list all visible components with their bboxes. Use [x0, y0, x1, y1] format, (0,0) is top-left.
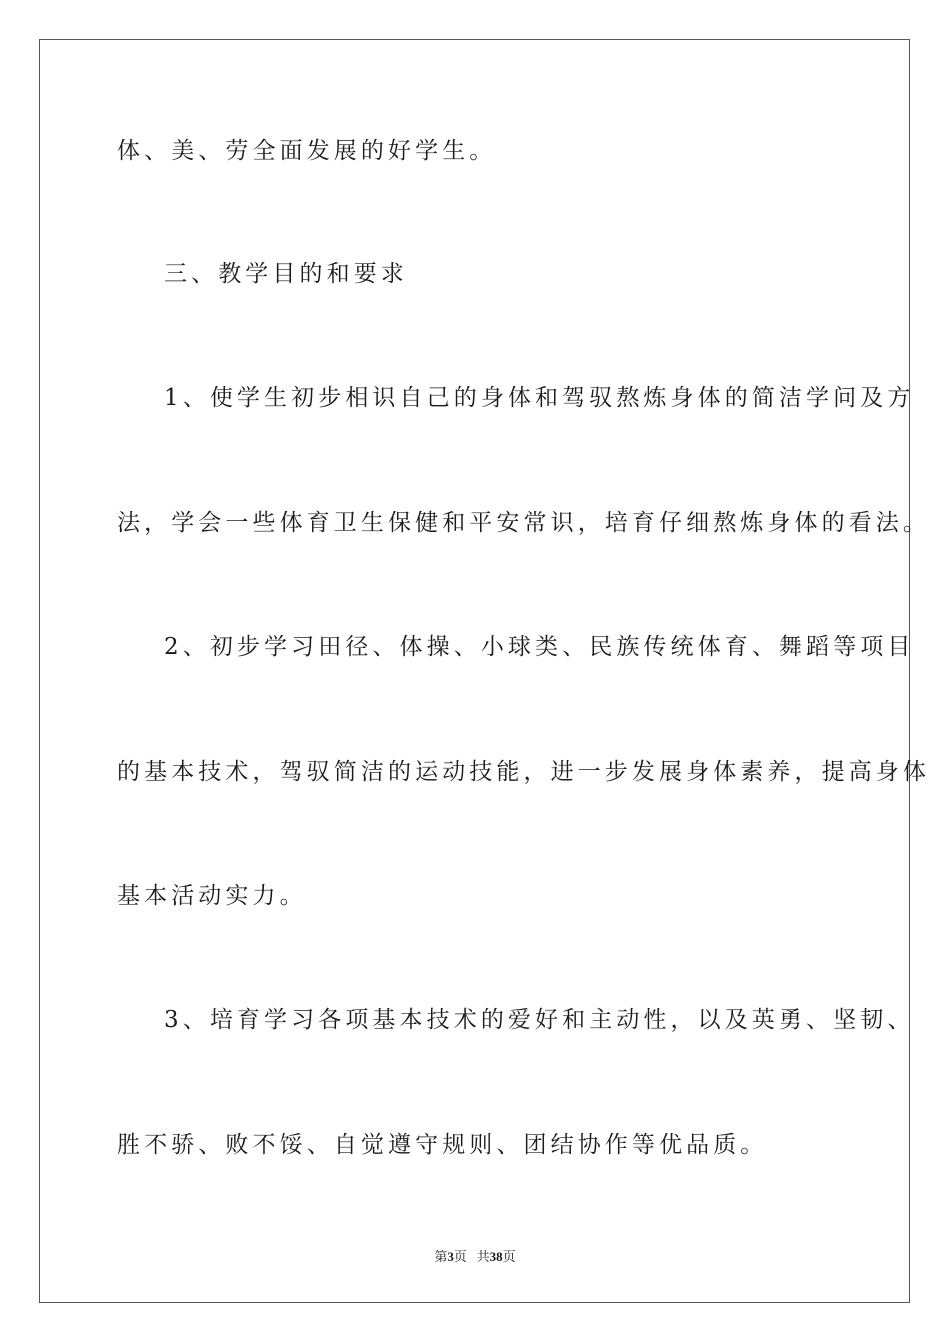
paragraph-line: 法，学会一些体育卫生保健和平安常识，培育仔细熬炼身体的看法。: [117, 510, 930, 536]
footer-total-prefix: 共: [476, 1249, 490, 1264]
paragraph-line: 基本活动实力。: [117, 883, 307, 909]
footer-page-number: 3: [447, 1249, 454, 1264]
page-border: [39, 39, 930, 1303]
page-footer: [0, 1249, 950, 1265]
paragraph-line: 2、初步学习田径、体操、小球类、民族传统体育、舞蹈等项目: [164, 634, 915, 660]
footer-total-suffix: 页: [502, 1249, 516, 1264]
footer-total-pages: 38: [489, 1249, 503, 1264]
paragraph-line: 胜不骄、败不馁、自觉遵守规则、团结协作等优品质。: [117, 1132, 768, 1158]
footer-page-suffix: 页: [453, 1249, 467, 1264]
paragraph-line: 的基本技术，驾驭简洁的运动技能，进一步发展身体素养，提高身体: [117, 759, 930, 785]
paragraph-line: 3、培育学习各项基本技术的爱好和主动性，以及英勇、坚韧、: [164, 1007, 915, 1033]
paragraph-line: 1、使学生初步相识自己的身体和驾驭熬炼身体的简洁学问及方: [164, 385, 915, 411]
section-heading: 三、教学目的和要求: [164, 261, 408, 287]
footer-page-prefix: 第: [434, 1249, 448, 1264]
paragraph-line: 体、美、劳全面发展的好学生。: [117, 138, 497, 164]
